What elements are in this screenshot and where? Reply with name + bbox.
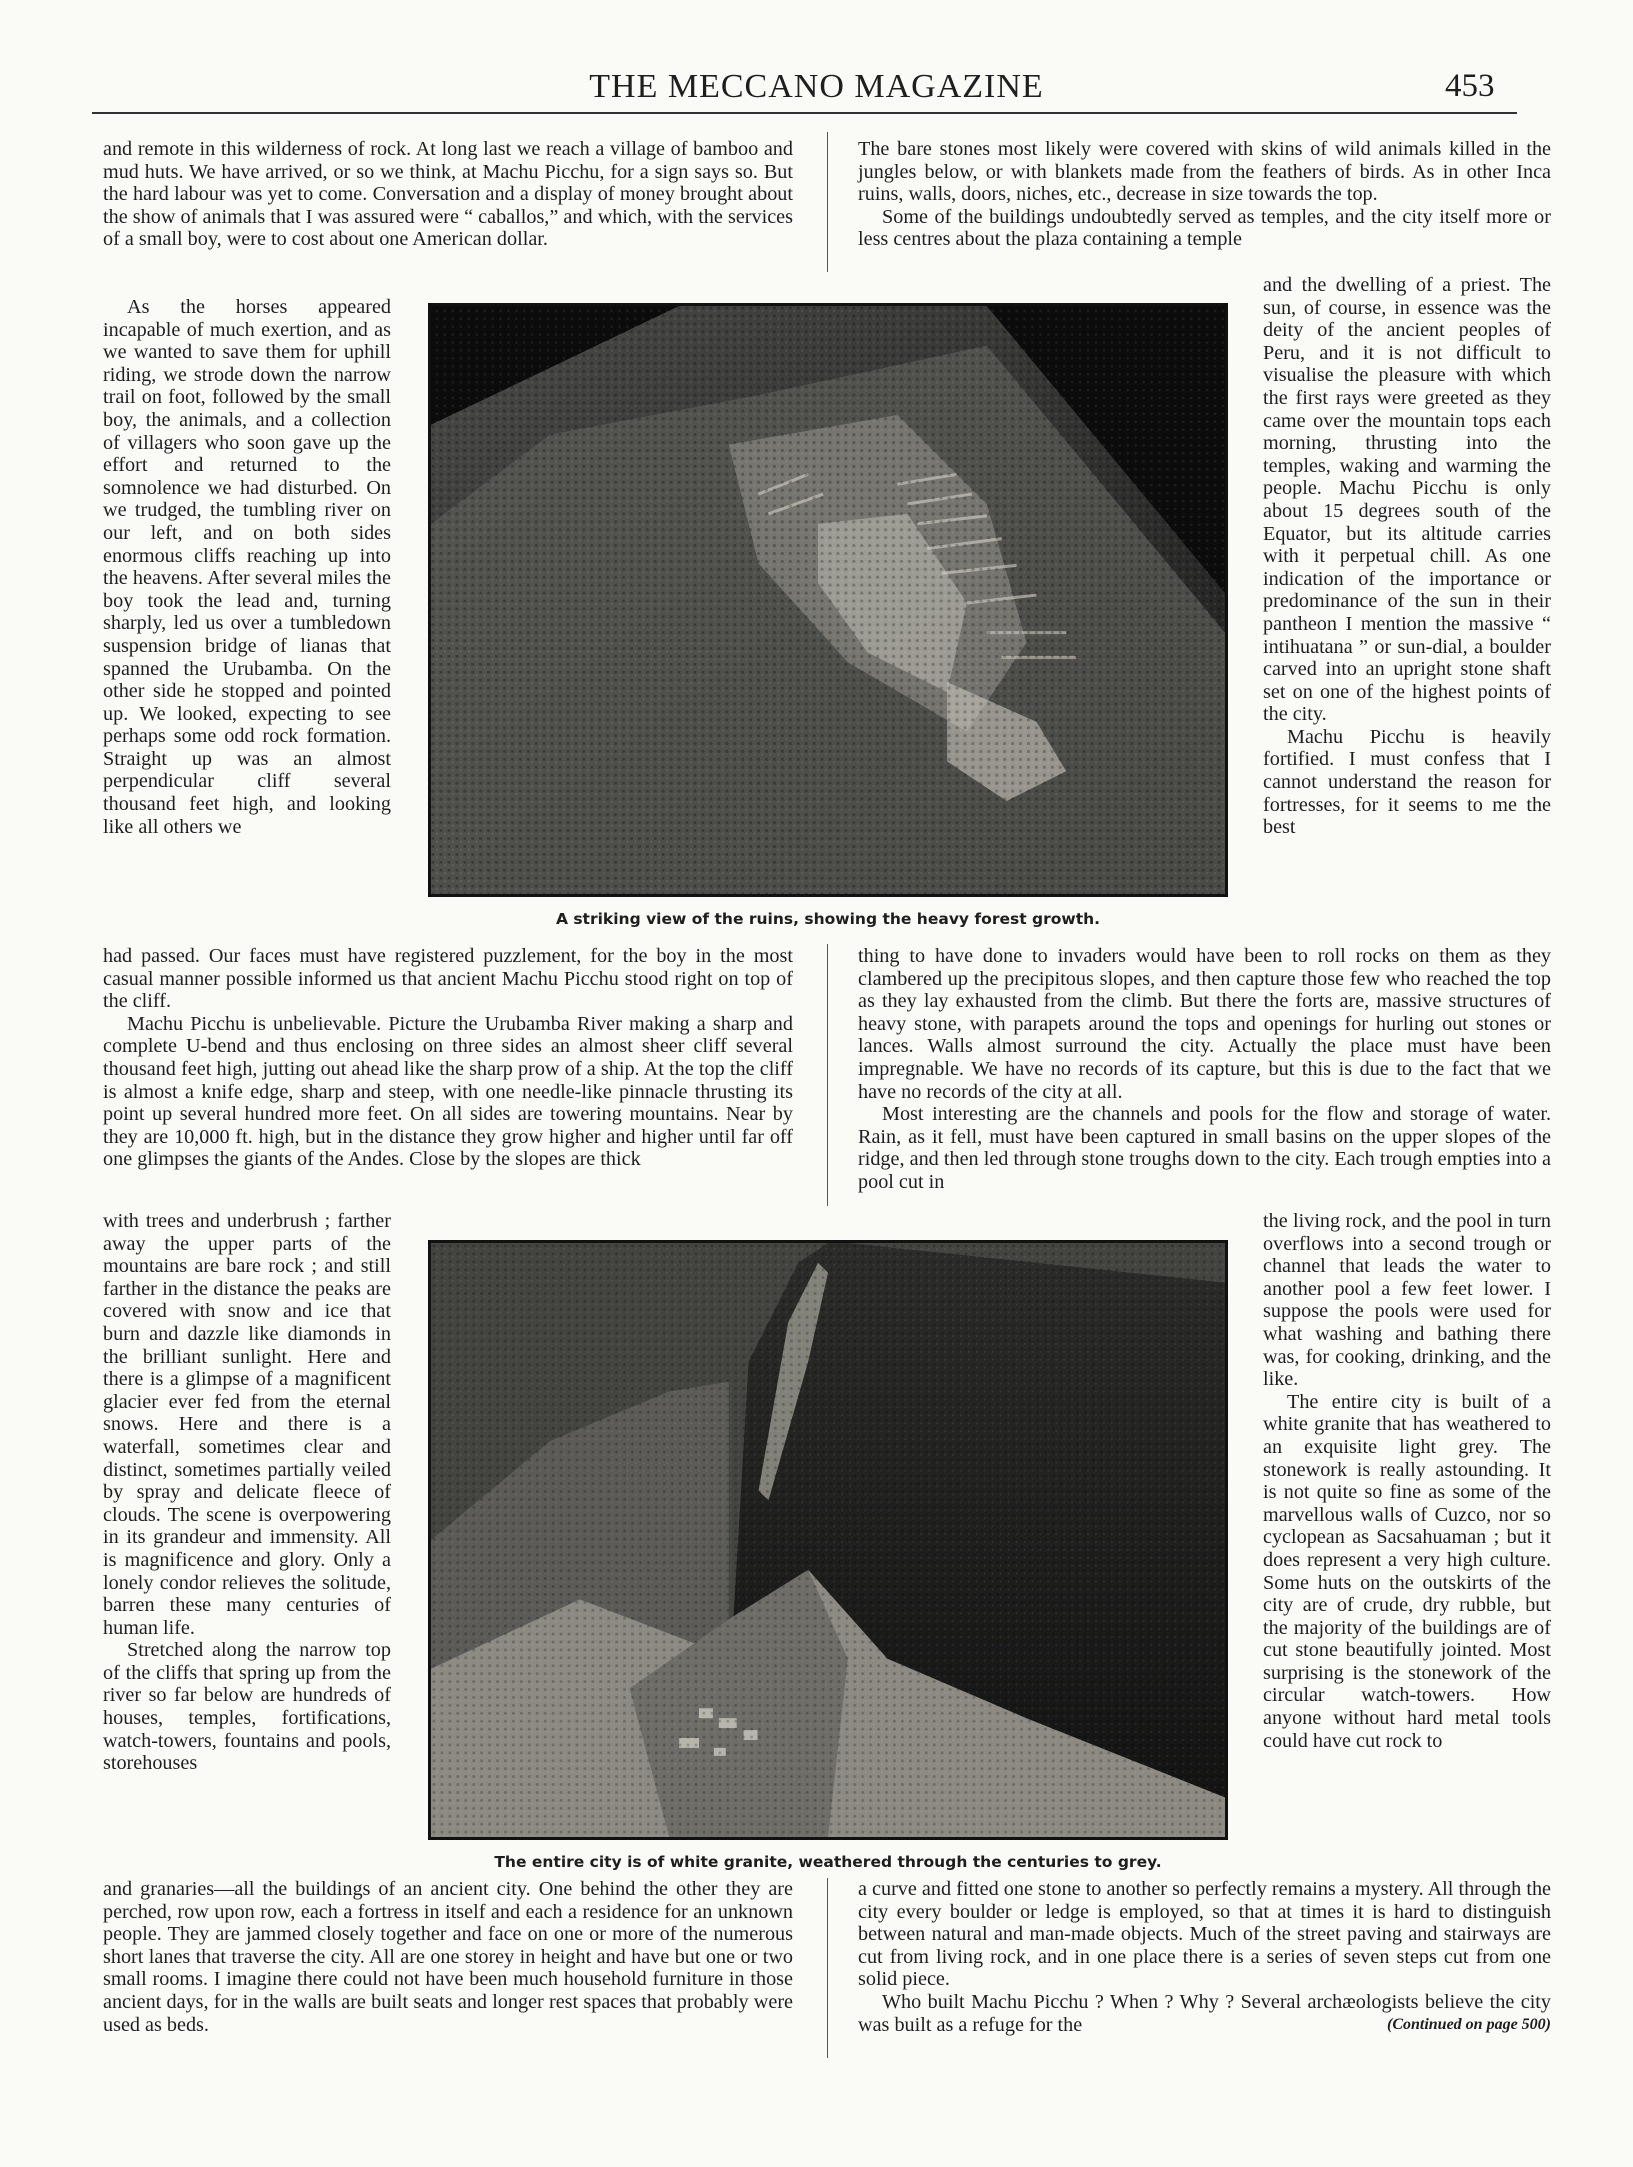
header-rule bbox=[92, 112, 1517, 114]
paragraph: As the horses appeared incapable of much exertion, and as we wanted to save them for uphill riding, we strode down the narrow trail on foot, followed by the small boy, the animals, and a collection of villagers who soon gave up the effort and returned to the somnolence we had disturbed. On we trudged, the tumbling river on our left, and on both sides enormous cliffs reaching up into the heavens. After several miles the boy took the lead and, turning sharply, led us over a tumbledown suspension bridge of lianas that spanned the Urubamba. On the other side he stopped and pointed up. We looked, expecting to see perhaps some odd rock formation. Straight up was an almost perpendicular cliff several thousand feet high, and looking like all others we bbox=[103, 296, 391, 838]
granite-city-photo bbox=[428, 1240, 1228, 1840]
article-text-left-narrow-2 bbox=[103, 1210, 391, 1775]
paragraph: Machu Picchu is heavily fortified. I must confess that I cannot understand the reason for fortresses, for it seems to me the best bbox=[1263, 725, 1551, 839]
article-text-right-narrow-2 bbox=[1263, 1210, 1551, 1752]
paragraph bbox=[858, 1991, 1551, 2036]
paragraph: and remote in this wilderness of rock. At long last we reach a village of bamboo and mud huts. We have arrived, or so we think, at Machu Picchu, for a sign says so. But the hard labour was yet to come. Conversation and a display of money brought about the show of animals that I was assured were “ caballos,” and which, with the services of a small boy, were to cost about one American dollar. bbox=[103, 138, 793, 251]
paragraph-text: Who built Machu Picchu ? When ? Why ? Several archæologists believe the city was built as a refuge for the bbox=[858, 1990, 1551, 2036]
article-text-right-middle bbox=[858, 945, 1551, 1194]
paragraph: with trees and underbrush ; farther away the upper parts of the mountains are bare rock ; and still farther in the distance the peaks are covered with snow and ice that burn and dazzle like diamonds in the brilliant sunlight. Here and there is a glimpse of a magnificent glacier ever fed from the eternal snows. Here and there is a waterfall, sometimes clear and distinct, sometimes partially veiled by spray and delicate fleece of clouds. The scene is overpowering in its grandeur and immensity. All is magnificence and glory. Only a lonely condor relieves the solitude, barren these many centuries of human life. bbox=[103, 1210, 391, 1639]
article-text-left-top bbox=[103, 138, 793, 251]
ruins-photo bbox=[428, 303, 1228, 897]
paragraph: The bare stones most likely were covered with skins of wild animals killed in the jungles below, or with blankets made from the feathers of birds. As in other Inca ruins, walls, doors, niches, etc., decrease in size towards the top. bbox=[858, 138, 1551, 206]
paragraph: The entire city is built of a white granite that has weathered to an exquisite light grey. The stonework is really astounding. It is not quite so fine as some of the marvellous walls of Cuzco, nor so cyclopean as Sacsahuaman ; but it does represent a very high culture. Some huts on the outskirts of the city are of crude, dry rubble, but the majority of the buildings are of cut stone beautifully jointed. Most surprising is the stonework of the circular watch-towers. How anyone without hard metal tools could have cut rock to bbox=[1263, 1390, 1551, 1752]
paragraph: the living rock, and the pool in turn overflows into a second trough or channel that leads the water to another pool a few feet lower. I suppose the pools were used for what washing and bathing there was, for cooking, drinking, and the like. bbox=[1263, 1210, 1551, 1391]
paragraph: and the dwelling of a priest. The sun, of course, in essence was the deity of the ancient peoples of Peru, and it is not difficult to visualise the pleasure with which the first rays were greeted as they came over the mountain tops each morning, thrusting into the temples, waking and warming the people. Machu Picchu is only about 15 degrees south of the Equator, but its altitude carries with it perpetual chill. As one indication of the importance or predominance of the sun in their pantheon I mention the massive “ intihuatana ” or sun-dial, a boulder carved into an upright stone shaft set on one of the highest points of the city. bbox=[1263, 274, 1551, 726]
paragraph: had passed. Our faces must have registered puzzlement, for the boy in the most casual manner possible informed us that ancient Machu Picchu stood right on top of the cliff. bbox=[103, 945, 793, 1013]
page-number: 453 bbox=[1445, 68, 1495, 104]
photo-caption-2: The entire city is of white granite, weathered through the centuries to grey. bbox=[494, 1853, 1162, 1871]
photo-caption-1: A striking view of the ruins, showing the heavy forest growth. bbox=[555, 910, 1101, 928]
magazine-title: THE MECCANO MAGAZINE bbox=[589, 68, 1044, 105]
continued-note: (Continued on page 500) bbox=[1386, 2015, 1551, 2033]
article-text-right-bottom bbox=[858, 1878, 1551, 2036]
article-text-right-narrow-1 bbox=[1263, 274, 1551, 839]
paragraph: Most interesting are the channels and pools for the flow and storage of water. Rain, as it fell, must have been captured in small basins on the upper slopes of the ridge, and then led through stone troughs down to the city. Each trough empties into a pool cut in bbox=[858, 1103, 1551, 1193]
paragraph: a curve and fitted one stone to another so perfectly remains a mystery. All through the city every boulder or ledge is employed, so that at times it is hard to distinguish between natural and man-made objects. Much of the street paving and stairways are cut from living rock, and in one place there is a series of seven steps cut from one solid piece. bbox=[858, 1878, 1551, 1991]
column-divider bbox=[827, 132, 828, 272]
column-divider bbox=[827, 1878, 828, 2058]
ruins-photo-image bbox=[431, 306, 1225, 894]
granite-city-photo-image bbox=[431, 1243, 1225, 1837]
column-divider bbox=[827, 944, 828, 1206]
paragraph: thing to have done to invaders would have been to roll rocks on them as they clambered up the precipitous slopes, and then capture those few who reached the top as they lay exhausted from the climb. But there the forts are, massive structures of heavy stone, with parapets around the tops and openings for hurling out stones or lances. Walls almost surround the city. Actually the place must have been impregnable. We have no records of its capture, but this is due to the fact that we have no records of the city at all. bbox=[858, 945, 1551, 1103]
paragraph: Stretched along the narrow top of the cliffs that spring up from the river so far below are hundreds of houses, temples, fortifications, watch-towers, fountains and pools, storehouses bbox=[103, 1639, 391, 1775]
paragraph: and granaries—all the buildings of an ancient city. One behind the other they are perched, row upon row, each a fortress in itself and each a residence for an unknown people. They are jammed closely together and face on one or more of the numerous short lanes that traverse the city. All are one storey in height and have but one or two small rooms. I imagine there could not have been much household furniture in those ancient days, for in the walls are built seats and longer rest spaces that probably were used as beds. bbox=[103, 1878, 793, 2036]
article-text-right-top bbox=[858, 138, 1551, 251]
article-text-left-bottom bbox=[103, 1878, 793, 2036]
paragraph: Some of the buildings undoubtedly served as temples, and the city itself more or less centres about the plaza containing a temple bbox=[858, 205, 1551, 251]
article-text-left-middle bbox=[103, 945, 793, 1171]
paragraph: Machu Picchu is unbelievable. Picture the Urubamba River making a sharp and complete U-bend and thus enclosing on three sides an almost sheer cliff several thousand feet high, jutting out ahead like the sharp prow of a ship. At the top the cliff is almost a knife edge, sharp and steep, with one needle-like pinnacle thrusting its point up several hundred more feet. On all sides are towering mountains. Near by they are 10,000 ft. high, but in the distance they grow higher and higher until far off one glimpses the giants of the Andes. Close by the slopes are thick bbox=[103, 1012, 793, 1171]
article-text-left-narrow-1 bbox=[103, 296, 391, 838]
